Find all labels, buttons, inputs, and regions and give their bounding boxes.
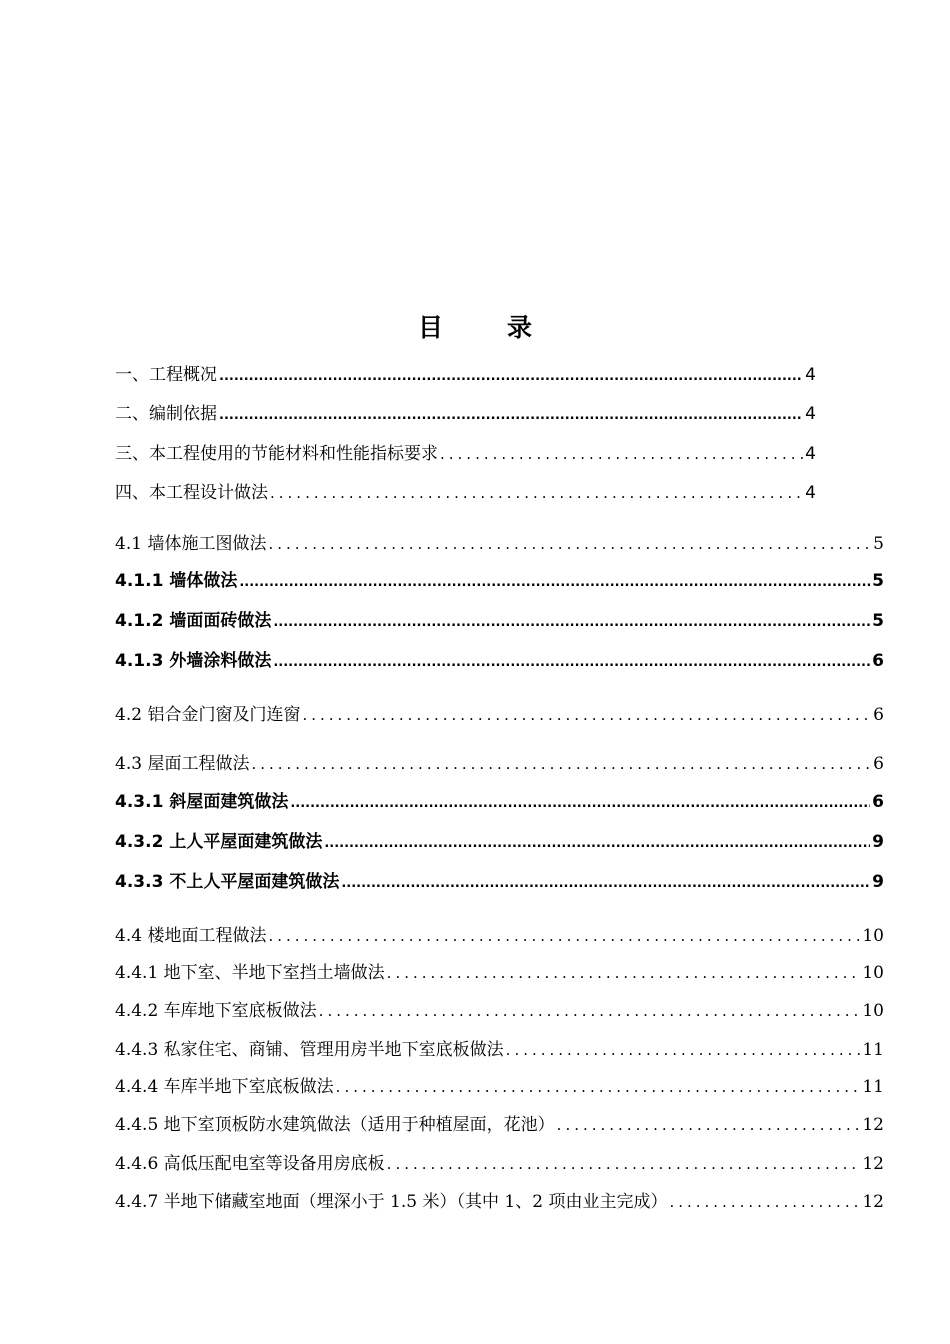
toc-entry[interactable] [115, 480, 816, 506]
toc-leader [669, 1189, 860, 1215]
toc-entry-page: 5 [872, 571, 884, 591]
toc-entry-label: 一、工程概况 [115, 365, 217, 385]
toc-entry[interactable] [115, 648, 884, 674]
toc-entry-page: 10 [862, 926, 884, 946]
toc-leader [302, 702, 871, 728]
toc-leader [273, 650, 870, 676]
toc-entry[interactable] [115, 998, 884, 1024]
toc-entry-page: 6 [873, 754, 884, 774]
toc-leader [219, 403, 803, 429]
toc-leader [319, 998, 861, 1024]
toc-leader [290, 791, 870, 817]
toc-entry[interactable] [115, 568, 884, 594]
toc-leader [336, 1074, 861, 1100]
toc-leader [268, 923, 860, 949]
toc-entry-page: 5 [873, 534, 884, 554]
toc-leader [387, 1151, 861, 1177]
toc-entry-label: 三、本工程使用的节能材料和性能指标要求 [115, 444, 438, 464]
toc-entry[interactable] [115, 441, 816, 467]
toc-entry-page: 5 [872, 611, 884, 631]
toc-entry-label: 4.3.3 不上人平屋面建筑做法 [115, 872, 340, 892]
toc-entry-label: 4.3.1 斜屋面建筑做法 [115, 792, 289, 812]
toc-entry-page: 9 [872, 832, 884, 852]
toc-leader [387, 960, 861, 986]
toc-entry[interactable] [115, 923, 884, 949]
toc-leader [440, 441, 803, 467]
toc-entry[interactable] [115, 608, 884, 634]
toc-entry-page: 10 [862, 1001, 884, 1021]
toc-entry[interactable] [115, 401, 816, 427]
toc-entry[interactable] [115, 1151, 884, 1177]
toc-leader [557, 1112, 861, 1138]
toc-leader [324, 831, 870, 857]
toc-entry[interactable] [115, 1037, 884, 1063]
toc-entry[interactable] [115, 1112, 884, 1138]
toc-entry-page: 11 [862, 1040, 884, 1060]
toc-leader [268, 531, 871, 557]
toc-entry-label: 4.4.5 地下室顶板防水建筑做法（适用于种植屋面，花池） [115, 1115, 555, 1135]
toc-entry-page: 11 [862, 1077, 884, 1097]
toc-leader [273, 610, 870, 636]
toc-entry-label: 4.3.2 上人平屋面建筑做法 [115, 832, 323, 852]
toc-title-part1: 目 [417, 313, 443, 342]
toc-entry[interactable] [115, 531, 884, 557]
toc-entry-label: 4.1.3 外墙涂料做法 [115, 651, 272, 671]
toc-entry[interactable] [115, 1074, 884, 1100]
toc-entry-label: 4.4.7 半地下储藏室地面（埋深小于 1.5 米）（其中 1、2 项由业主完成） [115, 1192, 668, 1212]
toc-entry[interactable] [115, 362, 816, 388]
toc-entry-page: 9 [872, 872, 884, 892]
toc-leader [506, 1037, 861, 1063]
toc-entry-page: 12 [862, 1154, 884, 1174]
toc-entry-page: 6 [872, 651, 884, 671]
toc-entry-page: 4 [805, 483, 816, 503]
toc-entry[interactable] [115, 829, 884, 855]
toc-entry-page: 6 [872, 792, 884, 812]
toc-entry[interactable] [115, 960, 884, 986]
toc-entry-label: 4.1 墙体施工图做法 [115, 534, 267, 554]
toc-entry[interactable] [115, 789, 884, 815]
toc-entry-label: 四、本工程设计做法 [115, 483, 268, 503]
toc-entry[interactable] [115, 869, 884, 895]
toc-entry-page: 6 [873, 705, 884, 725]
toc-entry-label: 4.3 屋面工程做法 [115, 754, 250, 774]
toc-entry-page: 12 [862, 1115, 884, 1135]
toc-entry-label: 二、编制依据 [115, 404, 217, 424]
toc-leader [270, 480, 803, 506]
toc-entry-label: 4.4.6 高低压配电室等设备用房底板 [115, 1154, 385, 1174]
toc-leader [341, 871, 870, 897]
toc-entry-page: 10 [862, 963, 884, 983]
toc-entry-label: 4.1.1 墙体做法 [115, 571, 238, 591]
toc-leader [251, 751, 871, 777]
toc-entry-label: 4.4.2 车库地下室底板做法 [115, 1001, 317, 1021]
toc-entry-label: 4.4.4 车库半地下室底板做法 [115, 1077, 334, 1097]
toc-entry[interactable] [115, 1189, 884, 1215]
toc-entry-page: 4 [805, 404, 816, 424]
toc-title-part2: 录 [507, 313, 533, 342]
toc-title [0, 308, 950, 348]
toc-entry-page: 12 [862, 1192, 884, 1212]
toc-leader [219, 364, 803, 390]
toc-entry-label: 4.4.1 地下室、半地下室挡土墙做法 [115, 963, 385, 983]
toc-entry-label: 4.1.2 墙面面砖做法 [115, 611, 272, 631]
toc-entry-label: 4.4.3 私家住宅、商铺、管理用房半地下室底板做法 [115, 1040, 504, 1060]
toc-entry-label: 4.2 铝合金门窗及门连窗 [115, 705, 301, 725]
toc-entry[interactable] [115, 751, 884, 777]
toc-leader [239, 570, 870, 596]
toc-entry-page: 4 [805, 444, 816, 464]
toc-entry[interactable] [115, 702, 884, 728]
toc-entry-label: 4.4 楼地面工程做法 [115, 926, 267, 946]
toc-entry-page: 4 [805, 365, 816, 385]
